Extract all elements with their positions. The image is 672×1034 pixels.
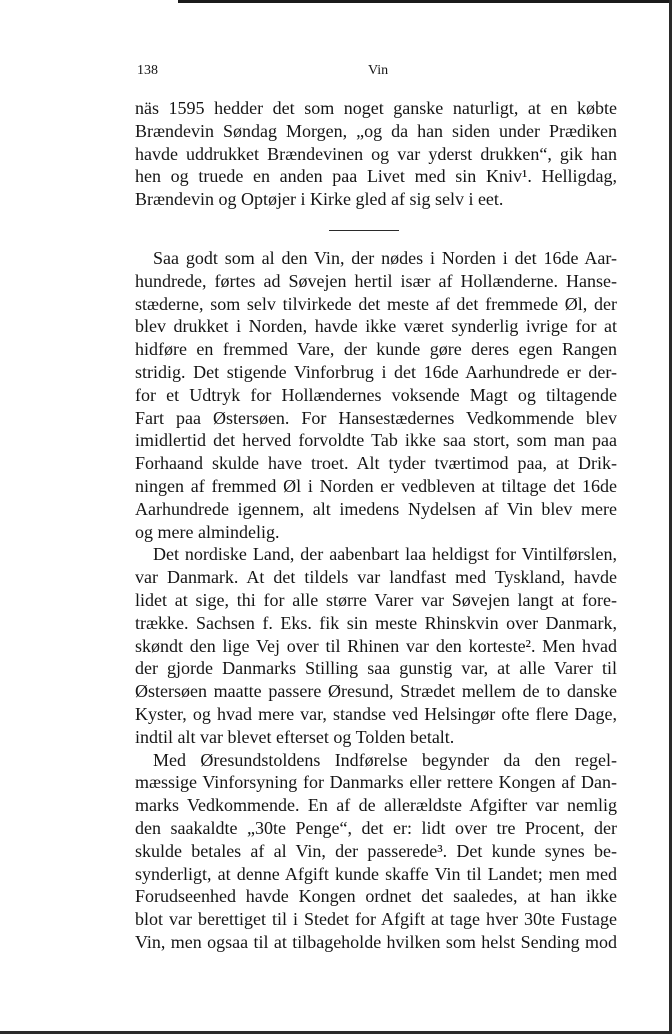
text-line: var Danmark. At det tildels var landfast med Tyskland, havde bbox=[135, 567, 617, 588]
text-line: Saa godt som al den Vin, der nødes i Norden i det 16de Aar- bbox=[153, 248, 617, 268]
text-line: den saakaldte „30te Penge“, det er: lidt over tre Procent, der bbox=[135, 817, 617, 838]
text-line: Med Øresundstoldens Indførelse begynder da den regel- bbox=[153, 749, 617, 770]
text-line: lidet at sige, thi for alle større Varer var Søvejen langt at fore- bbox=[135, 589, 617, 610]
text-line: Østersøen maatte passere Øresund, Strædet mellem de to danske bbox=[135, 681, 617, 702]
text-line: stridig. Det stigende Vinforbrug i det 16de Aarhundrede er der- bbox=[135, 361, 617, 382]
text-line: Fart paa Østersøen. For Hansestædernes Vedkommende blev bbox=[135, 407, 617, 428]
text-line: Aarhundrede igennem, alt imedens Nydelsen af Vin blev mere bbox=[135, 498, 617, 519]
section-divider bbox=[329, 230, 399, 231]
text-line: Forudseenhed havde Kongen ordnet det saaledes, at han ikke bbox=[135, 886, 617, 907]
text-line: Kyster, og hvad mere var, standse ved Helsingør ofte flere Dage, bbox=[135, 703, 617, 724]
paragraph-block-top bbox=[135, 97, 617, 211]
page-number: 138 bbox=[137, 63, 158, 78]
text-line: der gjorde Danmarks Stilling saa gunstig var, at alle Varer til bbox=[135, 658, 617, 679]
text-line: Vin, men ogsaa til at tilbageholde hvilken som helst Sending mod bbox=[135, 931, 617, 952]
text-line: imidlertid det herved forvoldte Tab ikke saa stort, som man paa bbox=[135, 430, 617, 451]
text-line: Det nordiske Land, der aabenbart laa heldigst for Vintilførslen, bbox=[153, 544, 617, 565]
text-line: blot var berettiget til i Stedet for Afgift at tage hver 30te Fustage bbox=[135, 909, 617, 930]
paragraph-block-main bbox=[135, 247, 617, 954]
text-line: indtil alt var blevet efterset og Tolden betalt. bbox=[135, 726, 455, 747]
text-line: synderligt, at denne Afgift kunde skaffe Vin til Landet; men med bbox=[135, 863, 617, 884]
text-line: näs 1595 hedder det som noget ganske naturligt, at en købte bbox=[135, 98, 617, 118]
text-line: Forhaand skulde have troet. Alt tyder tværtimod paa, at Drik- bbox=[135, 453, 617, 474]
text-line: Brændevin Søndag Morgen, „og da han siden under Prædiken bbox=[135, 120, 617, 141]
text-line: stæderne, som selv tilvirkede det meste af det fremmede Øl, der bbox=[135, 293, 617, 314]
text-line: mæssige Vinforsyning for Danmarks eller rettere Kongen af Dan- bbox=[135, 772, 617, 793]
text-line: for et Udtryk for Hollændernes voksende Magt og tiltagende bbox=[135, 384, 617, 405]
text-line: hundrede, førtes ad Søvejen hertil især af Hollænderne. Hanse- bbox=[135, 270, 617, 291]
text-line: hen og truede en anden paa Livet med sin Kniv¹. Helligdag, bbox=[135, 166, 617, 187]
page-edge-top bbox=[178, 0, 672, 3]
text-line: hidføre en fremmed Vare, der kunde gøre deres egen Rangen bbox=[135, 339, 617, 360]
text-line: havde uddrukket Brændevinen og var yderst drukken“, gik han bbox=[135, 143, 617, 164]
running-head: Vin bbox=[368, 63, 389, 78]
text-line: og mere almindelig. bbox=[135, 521, 280, 542]
text-line: ningen af fremmed Øl i Norden er vedbleven at tiltage det 16de bbox=[135, 475, 617, 496]
text-line: skøndt den lige Vej over til Rhinen var den korteste². Men hvad bbox=[135, 635, 617, 656]
text-line: blev drukket i Norden, havde ikke været synderlig ivrige for at bbox=[135, 316, 617, 337]
text-line: skulde betales af al Vin, der passerede³. Det kunde synes be- bbox=[135, 840, 617, 861]
text-line: trække. Sachsen f. Eks. fik sin meste Rhinskvin over Danmark, bbox=[135, 612, 617, 633]
text-line: Brændevin og Optøjer i Kirke gled af sig selv i eet. bbox=[135, 189, 504, 210]
text-line: marks Vedkommende. En af de allerældste Afgifter var nemlig bbox=[135, 795, 617, 816]
